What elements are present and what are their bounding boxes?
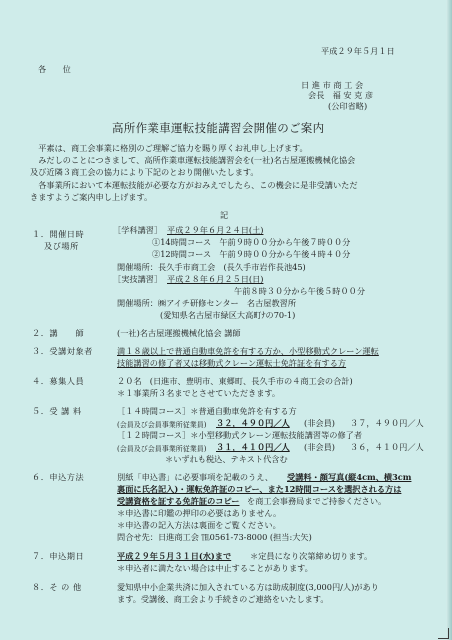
intro-line: きますようご案内申し上げます。 [30,192,153,202]
deadline-note-2: ＊申込者に満たない場合は中止することがあります。 [117,563,313,573]
intro-line: みだしのことにつきまして、高所作業車運転技能講習会を(一社)名古屋運搬機械化協会 [30,155,356,165]
practical-date: 平成２８年６月２５日(日) [167,274,264,284]
apply-note-2: ＊申込書の記入方法は裏面をご覧ください。 [117,520,281,530]
president-name: 会長 福 安 克 彦 [308,90,374,100]
venue-2-address: (愛知県名古屋市緑区大高町ﾅの70-1) [160,310,296,320]
venue-1: 開催場所：長久手市商工会 (長久手市岩作長池45) [117,262,306,272]
fee-12h-heading: ［１２時間コース］＊小型移動式クレーン運転技能講習等の修了者 [117,430,363,440]
eligibility-line-2: 技能講習の修了者又は移動式クレーン運転士免許証を有する方 [117,358,347,368]
sec7-label: ７．申込期日 [32,551,85,561]
deadline-note-1: ＊定員になり次第締め切ります。 [250,551,373,561]
lecture-label: ［学科講習］ [113,225,163,235]
apply-line-2: 裏面に氏名記入)・運転免許証のコピー、また12時間コースを選択される方は [117,484,402,494]
sec1-label-2: 及び場所 [44,241,79,251]
sec5-label: ５．受 講 料 [32,406,82,416]
intro-line: 各事業所において本運転技能が必要な方がおみえでしたら、この機会に是非受講いただ [30,180,358,190]
apply-line-1a: 別紙「申込書」に必要事項を記載のうえ、 [117,472,274,482]
fee-nonmember-label: (非会員) [304,418,335,428]
fee-14h-member: ３２，４９０円／人 [216,418,290,428]
sec8-label: ８．そ の 他 [32,582,82,592]
venue-2: 開催場所：㈱アイチ研修センター 名古屋教習所 [117,298,297,308]
course-14h-time: ①14時間コース 午前９時００分から午後７時００分 [152,237,351,247]
instructor: (一社)名古屋運搬機械化協会 講師 [117,328,241,338]
capacity-line-1: ２０名 (日進市、豊明市、東郷町、長久手市の４商工会の合計) [117,376,353,386]
scan-corner-mark [438,628,449,639]
apply-line-3b: を商工会事務局までご持参ください。 [247,496,387,506]
fee-nonmember-label: (非会員) [304,442,335,452]
page-title: 高所作業車運転技能講習会開催のご案内 [112,121,325,135]
sec1-label: １．開催日時 [32,229,85,239]
sec6-label: ６．申込方法 [32,472,85,482]
apply-note-1: ＊申込書に印鑑の押印の必要はありません。 [117,508,282,518]
course-12h-time: ②12時間コース 午前９時００分から午後４時４０分 [152,249,351,259]
issue-date: 平成２９年５月１日 [321,46,395,56]
practical-label: ［実技講習］ [113,274,163,284]
fee-member-label: (会員及び会員事業所従業員) [117,421,207,429]
intro-line: 及び近隣３商工会の協力により下記のとおり開催いたします。 [30,167,259,177]
practical-time: 午前８時３０分から午後５時００分 [234,286,366,296]
apply-line-3a: 受講資格を証する免許証のコピー [117,496,240,506]
organization-name: 日 進 市 商 工 会 [301,80,364,90]
other-line-1: 愛知県中小企業共済に加入されている方は助成制度(3,000円/人)があり [117,582,379,592]
eligibility-line-1: 満１８歳以上で普通自動車免許を有する方か、小型移動式クレーン運転 [117,346,379,356]
intro-line: 平素は、商工会事業に格別のご理解ご協力を賜り厚くお礼申し上げます。 [30,143,308,153]
fee-12h-nonmember: ３６，４１０円／人 [350,442,424,452]
capacity-line-2: ＊１事業所３名までとさせていただきます。 [117,388,281,398]
other-line-2: ます。受講後、商工会より手続きのご連絡をいたします。 [117,594,329,604]
sec2-label: ２．講 師 [32,328,85,338]
fee-14h-heading: ［１４時間コース］＊普通自動車免許を有する方 [117,406,297,416]
contact-info: 問合せ先：日進商工会 ℡0561-73-8000 (担当:大矢) [117,532,312,542]
scan-edge [446,0,452,640]
addressee: 各 位 [38,64,71,74]
seal-note: (公印省略) [328,101,368,111]
fee-member-label: (会員及び会員事業所従業員) [117,445,207,453]
fee-12h-member: ３１，４１０円／人 [216,442,290,452]
lecture-date: 平成２９年６月２４日(土) [167,225,264,235]
fee-14h-nonmember: ３７，４９０円／人 [350,418,424,428]
sec3-label: ３．受講対象者 [32,346,93,356]
apply-line-1b: 受講料・顔写真(縦4cm、横3cm [287,472,412,482]
sec4-label: ４．募集人員 [32,376,85,386]
ki-heading: 記 [220,210,229,220]
fee-note: ＊いずれも税込、テキスト代含む [165,454,288,464]
deadline: 平成２９年５月３１日(水)まで [117,551,232,561]
